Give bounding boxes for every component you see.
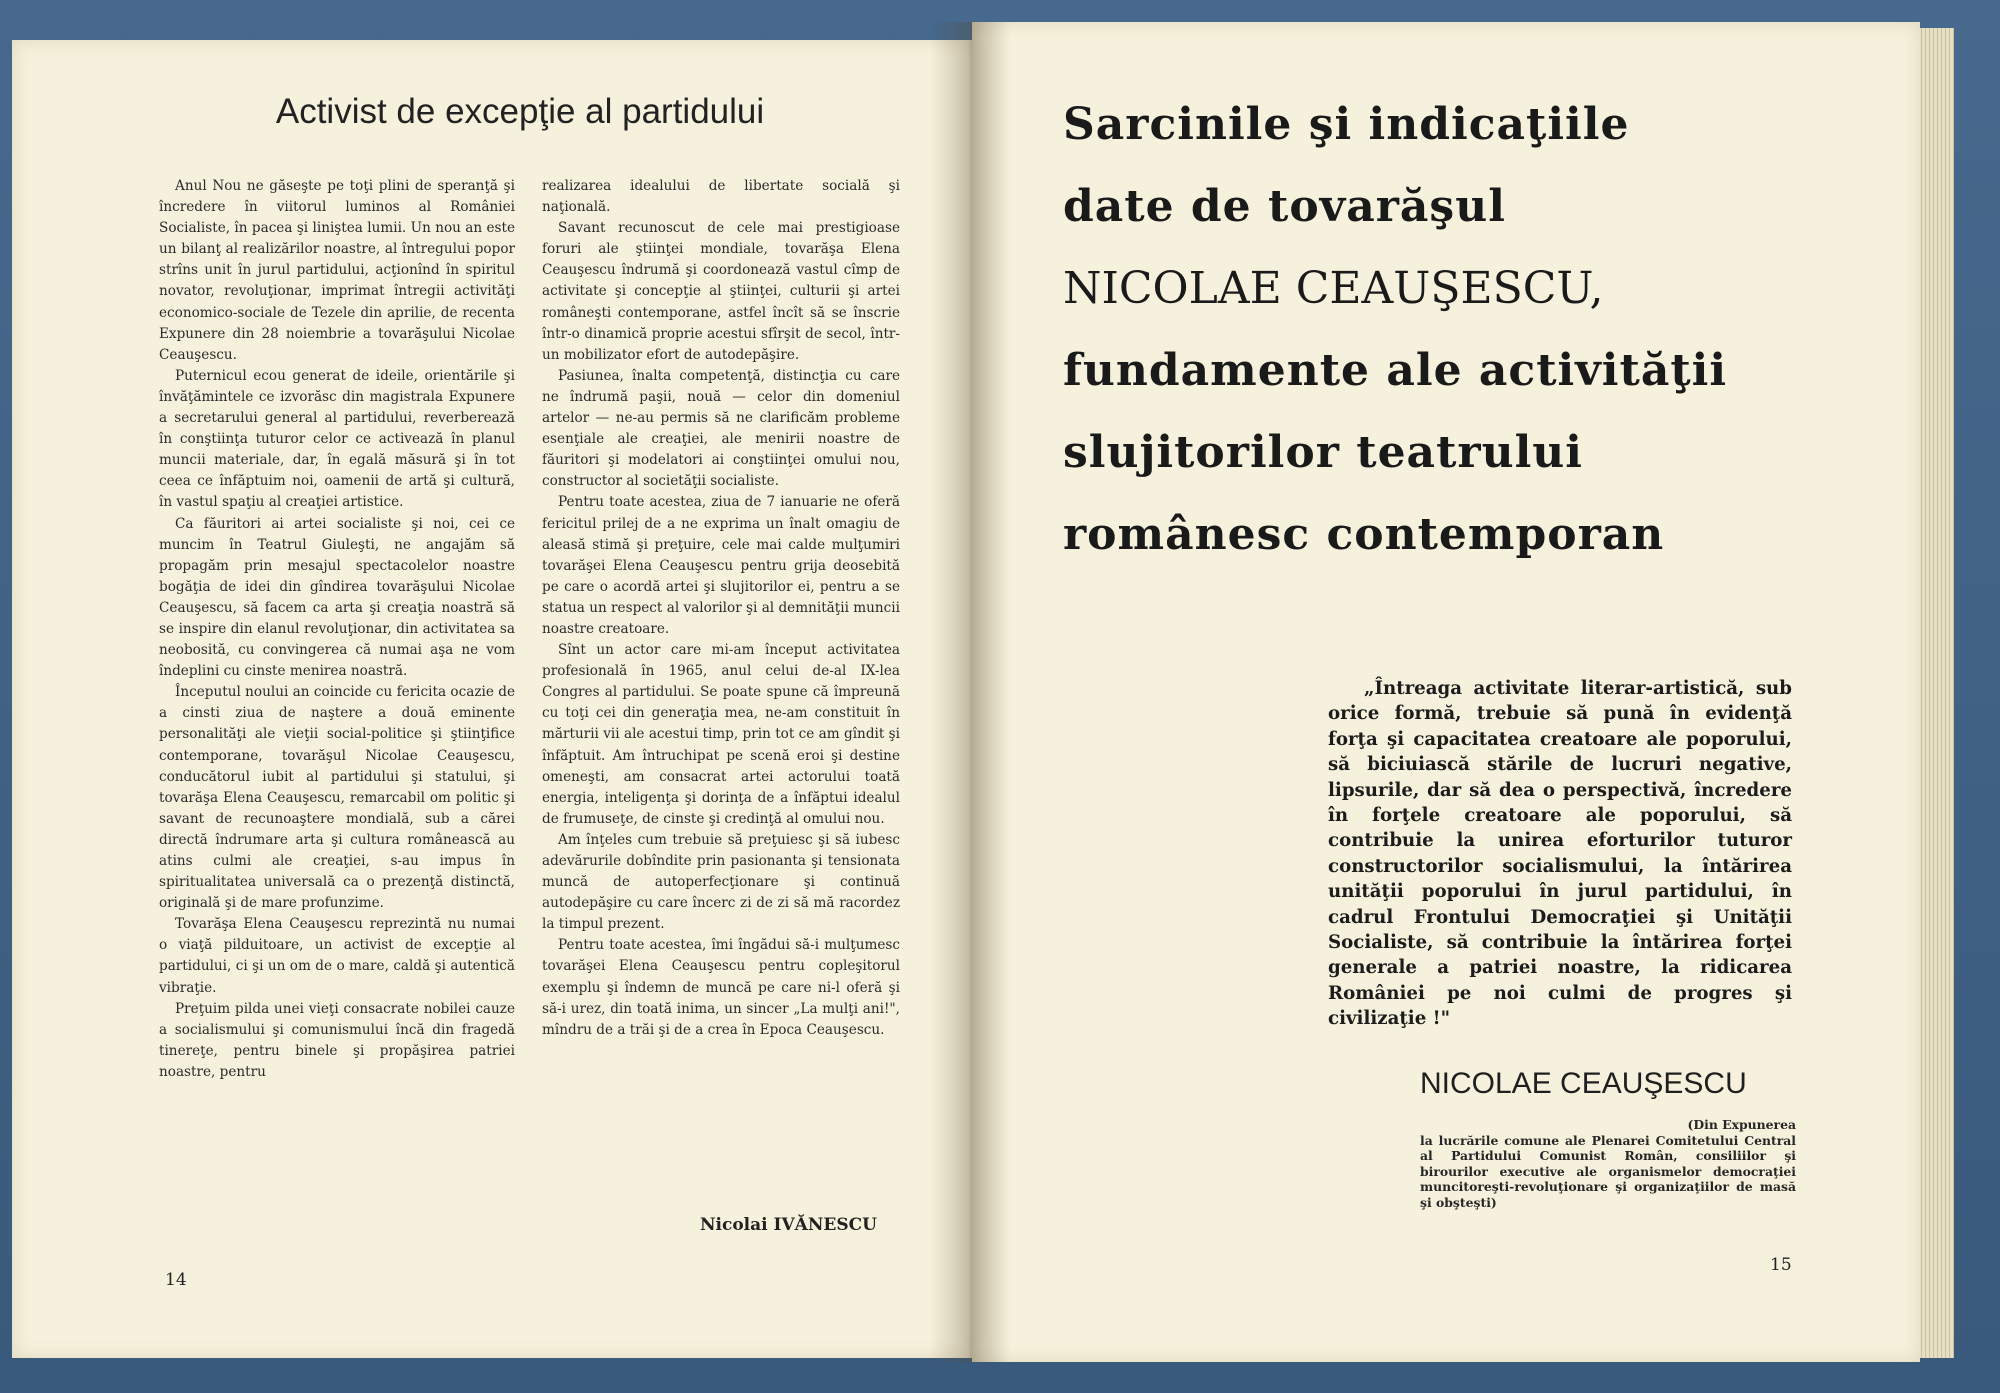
paragraph: Pentru toate acestea, îmi îngădui să-i mulţumesc tovarăşei Elena Ceauşescu pentru copleşitorul exemplu şi îndemn de muncă pe care ni-l oferă şi să-i urez, din toată inima, un sincer „La mulţi ani!", mîndru de a trăi şi de a crea în Epoca Ceauşescu. [542,937,900,1038]
paragraph: Tovarăşa Elena Ceauşescu reprezintă nu numai o viaţă pilduitoare, un activist de excepţie al partidului, ci şi un om de o mare, caldă şi autentică vibraţie. [159,916,515,996]
paragraph: Am înţeles cum trebuie să preţuiesc şi să iubesc adevărurile dobîndite prin pasionanta şi tensionata muncă de autoperfecţionare şi continuă autodepăşire cu care încerc zi de zi să mă racordez la timpul prezent. [542,831,900,933]
paragraph: Începutul noului an coincide cu fericita ocazie de a cinsti ziua de naştere a două eminente personalităţi ale vieţii social-politice şi ştiinţifice contemporane, tovarăşul Nicolae Ceauşescu, conducătorul iubit al partidului şi statului, şi tovarăşa Elena Ceauşescu, remarcabil om politic şi savant de recunoaştere mondială, sub a cărei directă îndrumare arta şi cultura românească au atins culmi ale creaţiei, s-au impus în spiritualitatea universală ca o prezenţă distinctă, originală şi de mare profunzime. [159,684,515,912]
paragraph: Pentru toate acestea, ziua de 7 ianuarie ne oferă fericitul prilej de a ne exprima un înalt omagiu de aleasă stimă şi preţuire, cele mai calde mulţumiri tovarăşei Elena Ceauşescu pentru grija deosebită pe care o acordă artei şi slujitorilor ei, pentru a se statua un respect al valorilor şi al demnităţii muncii noastre creatoare. [542,494,900,637]
paragraph: Pasiunea, înalta competenţă, distincţia cu care ne îndrumă paşii, nouă — celor din domeniul artelor — ne-au permis să ne clarificăm probleme esenţiale ale creaţiei, ale menirii noastre de făuritori şi modelatori ai conştiinţei omului nou, constructor al societăţii socialiste. [542,367,900,490]
paragraph: Savant recunoscut de cele mai prestigioase foruri ale ştiinţei mondiale, tovarăşa Elena Ceauşescu îndrumă şi coordonează vastul cîmp de activitate şi concepţie al ştiinţei, culturii şi artei româneşti contemporane, astfel încît să se înscrie într-o dinamică proprie acestui sfîrşit de secol, într-un mobilizator efort de autodepăşire. [542,220,900,363]
quotation: „Întreaga activitate literar-artistică, sub orice formă, trebuie să pună în evidenţă forţa şi capacitatea creatoare ale poporului, să biciuiască stările de lucruri negative, lipsurile, dar să dea o perspectivă, încredere în forţele creatoare ale poporului, să contribuie la unirea eforturilor tuturor constructorilor socialismului, la întărirea unităţii poporului în jurul partidului, în cadrul Frontului Democraţiei şi Unităţii Socialiste, să contribuie la întărirea forţei generale a patriei noastre, la ridicarea României pe noi culmi de progres şi civilizaţie !" [1328,678,1792,1030]
paragraph: realizarea idealului de libertate socială şi naţională. [542,178,900,216]
title-line: fundamente ale activităţii [1063,345,1728,396]
title-line: slujitorilor teatrului [1063,427,1583,478]
paragraph: Preţuim pilda unei vieţi consacrate nobilei cauze a socialismului şi comunismului încă din fragedă tinereţe, pentru binele şi propăşirea patriei noastre, pentru [159,1000,515,1080]
paragraph: Anul Nou ne găseşte pe toţi plini de speranţă şi încredere în viitorul luminos al României Socialiste, în pacea şi liniştea lumii. Un nou an este un bilanţ al realizărilor noastre, al întregului popor strîns unit în jurul partidului, acţionînd în spiritul novator, revoluţionar, imprimat întregii activităţi economico-sociale de Tezele din aprilie, de recenta Expunere din 28 noiembrie a tovarăşului Nicolae Ceauşescu. [159,178,515,363]
page-number-right: 15 [1770,1255,1792,1275]
title-line: românesc contemporan [1063,509,1665,560]
source-rest: la lucrările comune ale Plenarei Comitetului Central al Partidului Comunist Român, consiliilor şi birourilor executive ale organismelor democraţiei muncitoreşti-revoluţionare şi organizaţiilor de masă şi obşteşti) [1420,1132,1796,1210]
paragraph: Puternicul ecou generat de ideile, orientările şi învăţămintele ce izvorăsc din magistrala Expunere a secretarului general al partidului, reverberează în conştiinţa tuturor celor ce activează în planul muncii materiale, dar, în egală măsură şi în tot ceea ce înfăptuim noi, oamenii de artă şi cultură, în vastul spaţiu al creaţiei artistice. [159,367,515,511]
author-signature: Nicolai IVĂNESCU [700,1215,877,1235]
feature-title [1063,84,1863,576]
article-title: Activist de excepţie al partidului [275,92,765,131]
quote-author: NICOLAE CEAUŞESCU [1420,1067,1747,1100]
source-first-line: (Din Expunerea [1687,1117,1796,1132]
quote-source [1420,1117,1796,1211]
paragraph: Ca făuritori ai artei socialiste şi noi, cei ce muncim în Teatrul Giuleşti, ne angajăm să propagăm prin mesajul spectacolelor noastre bogăţia de idei din gîndirea tovarăşului Nicolae Ceauşescu, să facem ca arta şi creaţia noastră să se inspire din elanul revoluţionar, din activitatea sa neobosită, cu convingerea că numai aşa ne vom îndeplini cu cinste menirea noastră. [159,515,515,680]
left-column-2 [542,176,900,1041]
paragraph: Sînt un actor care mi-am început activitatea profesională în 1965, anul celui de-al IX-lea Congres al partidului. Se poate spune că împreună cu toţi cei din generaţia mea, ne-am constituit în mărturii vii ale acestui timp, prin tot ce am gîndit şi înfăptuit. Am întruchipat pe scenă eroi şi destine omeneşti, am consacrat artei actorului toată energia, inteligenţa şi dorinţa de a înfăptui idealul de frumuseţe, de cinste şi credinţă al omului nou. [542,642,900,827]
title-line: Sarcinile şi indicaţiile [1063,99,1630,150]
title-line: date de tovarăşul [1063,181,1506,232]
page-number-left: 14 [165,1270,187,1290]
left-column-1 [159,176,515,1083]
page-edges [1918,28,1954,1358]
title-line-name: NICOLAE CEAUŞESCU, [1063,263,1604,314]
